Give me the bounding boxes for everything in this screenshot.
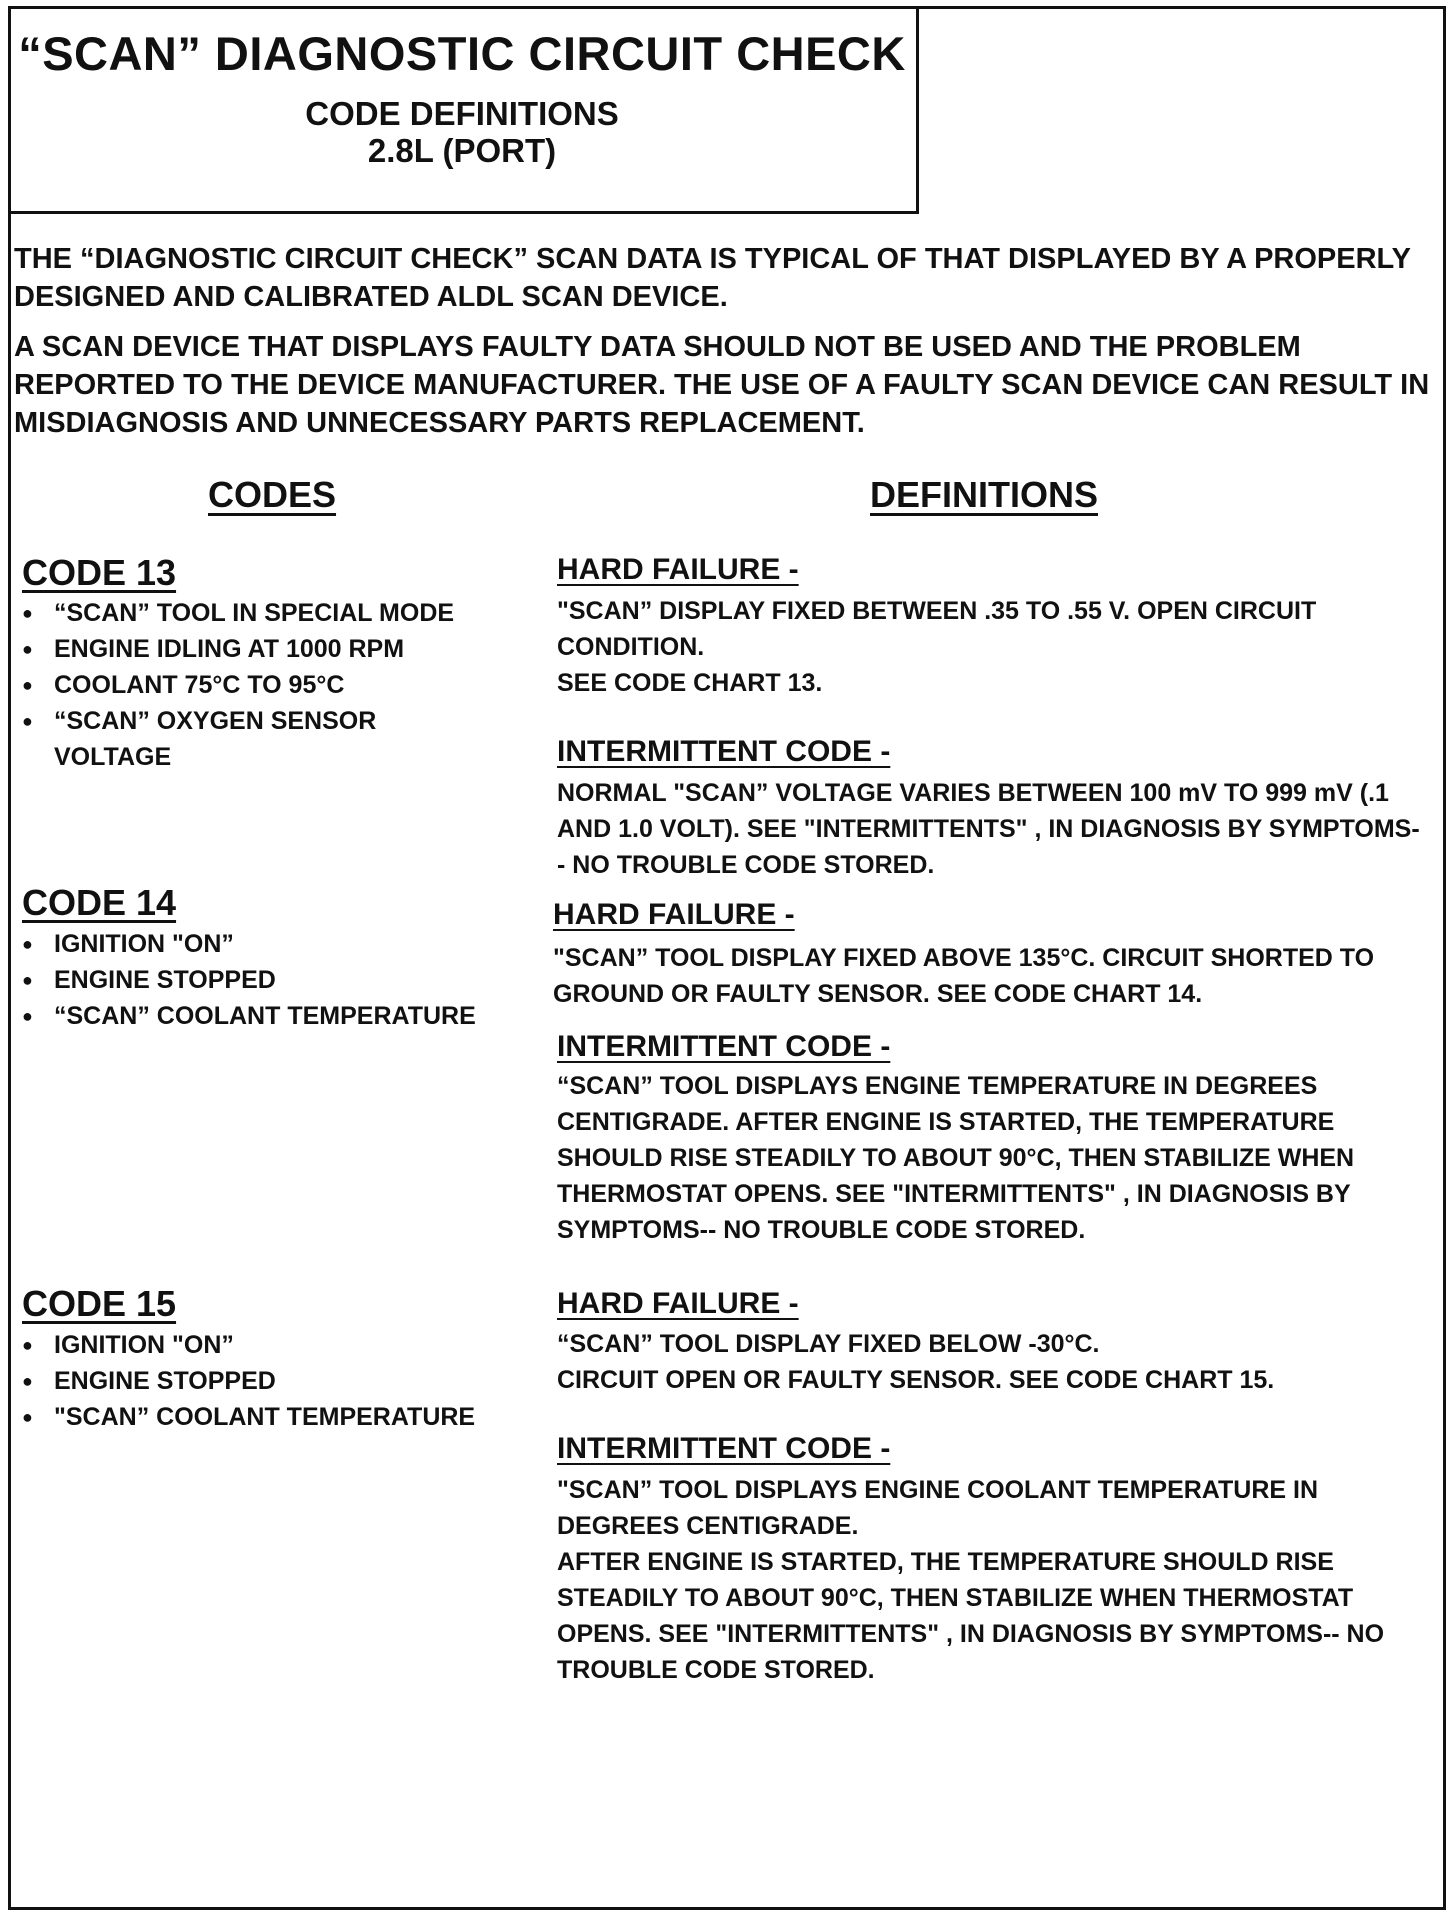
definition-line: “SCAN” TOOL DISPLAYS ENGINE TEMPERATURE IN DEGREES CENTIGRADE. AFTER ENGINE IS STARTED, THE TEMPERATURE SHOULD RISE STEADILY TO ABOUT 90°C, THEN STABILIZE WHEN THERMOSTAT OPENS. SEE "INTERMITTENTS" , IN DIAGNOSIS BY SYMPTOMS-- NO TROUBLE CODE STORED.: [557, 1072, 1355, 1244]
code-14-label: CODE 14: [22, 882, 177, 923]
code-15-intermittent-heading: INTERMITTENT CODE -: [557, 1432, 891, 1465]
definition-line: "SCAN” TOOL DISPLAYS ENGINE COOLANT TEMPERATURE IN DEGREES CENTIGRADE.: [557, 1476, 1318, 1540]
definition-line: CIRCUIT OPEN OR FAULTY SENSOR. SEE CODE CHART 15.: [557, 1366, 1275, 1394]
code-14-hard-failure-text: [553, 940, 1393, 1012]
definition-line: “SCAN” TOOL DISPLAY FIXED BELOW -30°C.: [557, 1330, 1100, 1358]
condition-item: ● “SCAN” TOOL IN SPECIAL MODE: [22, 595, 522, 631]
definition-line: NORMAL "SCAN” VOLTAGE VARIES BETWEEN 100 mV TO 999 mV (.1 AND 1.0 VOLT). SEE "INTERMITTENTS" , IN DIAGNOSIS BY SYMPTOMS-- NO TROUBLE CODE STORED.: [557, 779, 1420, 879]
code-14-intermittent-heading: INTERMITTENT CODE -: [557, 1030, 891, 1063]
code-15-hard-failure-text: [557, 1326, 1427, 1398]
subtitle: [8, 95, 916, 169]
code-15-hard-failure-heading: HARD FAILURE -: [557, 1287, 799, 1320]
intro-paragraph-2: A SCAN DEVICE THAT DISPLAYS FAULTY DATA SHOULD NOT BE USED AND THE PROBLEM REPORTED TO THE DEVICE MANUFACTURER. THE USE OF A FAULTY SCAN DEVICE CAN RESULT IN MISDIAGNOSIS AND UNNECESSARY PARTS REPLACEMENT.: [14, 331, 1430, 439]
subtitle-line-1: CODE DEFINITIONS: [305, 95, 619, 132]
code-13-hard-failure-heading: HARD FAILURE -: [557, 553, 799, 586]
page-title: “SCAN” DIAGNOSTIC CIRCUIT CHECK: [18, 27, 906, 80]
codes-column-heading: CODES: [208, 474, 337, 515]
definition-line: AFTER ENGINE IS STARTED, THE TEMPERATURE SHOULD RISE STEADILY TO ABOUT 90°C, THEN STABILIZE WHEN THERMOSTAT OPENS. SEE "INTERMITTENTS" , IN DIAGNOSIS BY SYMPTOMS-- NO TROUBLE CODE STORED.: [557, 1548, 1385, 1684]
code-13-intermittent-heading: INTERMITTENT CODE -: [557, 735, 891, 768]
definition-line: "SCAN” TOOL DISPLAY FIXED ABOVE 135°C. CIRCUIT SHORTED TO GROUND OR FAULTY SENSOR. SEE CODE CHART 14.: [553, 944, 1375, 1008]
code-15-intermittent-text: [557, 1472, 1397, 1688]
condition-item: ● "SCAN” COOLANT TEMPERATURE: [22, 1399, 522, 1435]
condition-item: ● “SCAN” OXYGEN SENSOR VOLTAGE: [22, 703, 424, 775]
code-15-conditions: [22, 1327, 522, 1435]
condition-item: ● ENGINE IDLING AT 1000 RPM: [22, 631, 522, 667]
code-13-label: CODE 13: [22, 552, 177, 593]
condition-item: ● “SCAN” COOLANT TEMPERATURE: [22, 998, 522, 1034]
definition-line: SEE CODE CHART 13.: [557, 669, 823, 697]
code-13-conditions: [22, 595, 522, 775]
definition-line: "SCAN” DISPLAY FIXED BETWEEN .35 TO .55 V. OPEN CIRCUIT CONDITION.: [557, 597, 1317, 661]
code-15-label: CODE 15: [22, 1283, 177, 1324]
title-box: [8, 6, 919, 214]
code-14-intermittent-text: [557, 1068, 1382, 1248]
code-14-hard-failure-heading: HARD FAILURE -: [553, 898, 795, 931]
code-13-intermittent-text: [557, 775, 1427, 883]
code-13-hard-failure-text: [557, 593, 1377, 701]
condition-item: ● IGNITION "ON”: [22, 926, 522, 962]
subtitle-line-2: 2.8L (PORT): [367, 132, 557, 169]
condition-item: ● IGNITION "ON”: [22, 1327, 522, 1363]
condition-item: ● ENGINE STOPPED: [22, 962, 522, 998]
definitions-column-heading: DEFINITIONS: [870, 474, 1099, 515]
intro-paragraph-1: THE “DIAGNOSTIC CIRCUIT CHECK” SCAN DATA IS TYPICAL OF THAT DISPLAYED BY A PROPERLY DESIGNED AND CALIBRATED ALDL SCAN DEVICE.: [14, 243, 1411, 313]
condition-item: ● COOLANT 75°C TO 95°C: [22, 667, 522, 703]
condition-item: ● ENGINE STOPPED: [22, 1363, 522, 1399]
code-14-conditions: [22, 926, 522, 1034]
